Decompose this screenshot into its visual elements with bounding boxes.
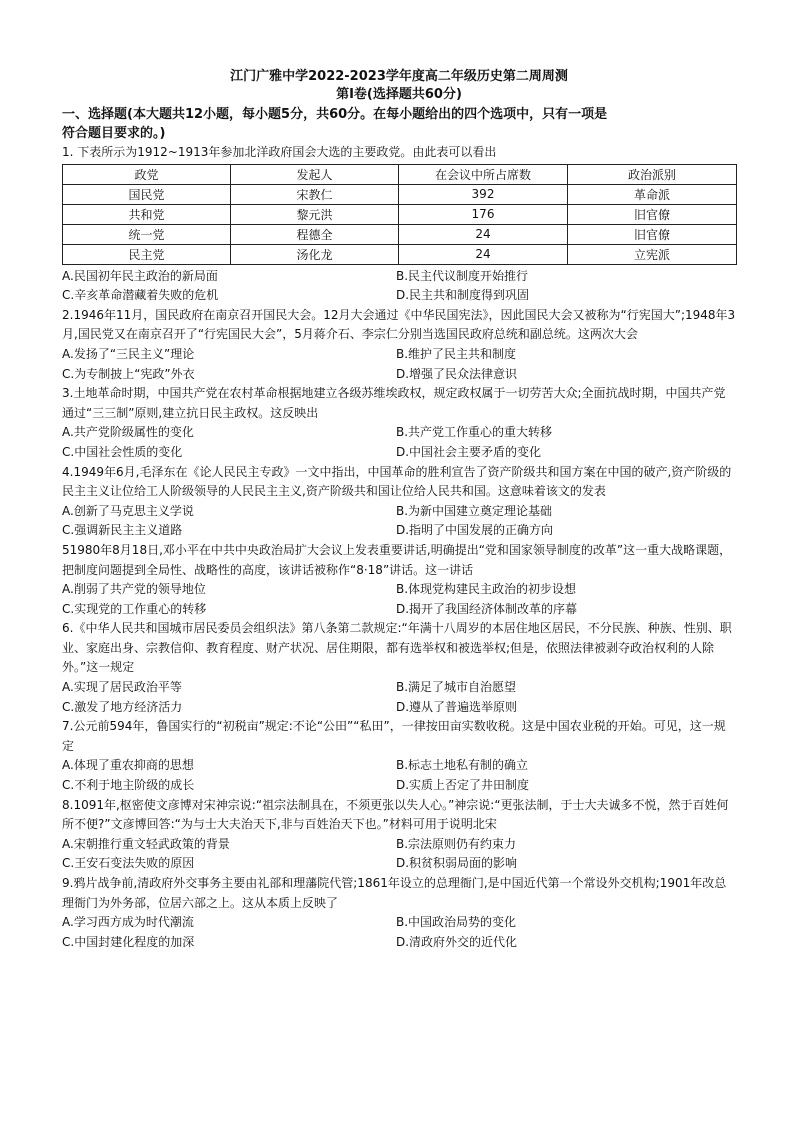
- option-b: B.宗法原则仍有约束力: [396, 836, 517, 851]
- option-c: C.激发了地方经济活力: [62, 699, 183, 714]
- table-cell: 392: [399, 184, 568, 204]
- section-instructions: [62, 105, 736, 143]
- answer-options: [62, 835, 736, 874]
- table-cell: 24: [399, 224, 568, 244]
- option-c: C.不利于地主阶级的成长: [62, 778, 195, 793]
- table-cell: 立宪派: [568, 244, 737, 264]
- question-stem: 2.1946年11月，国民政府在南京召开国民大会。12月大会通过《中华民国宪法》，因此国民大会又被称为“行宪国大”;1948年3月,国民党又在南京召开了“行宪国民大会”，5月蒋介石、李宗仁分别当选国民政府总统和副总统。这两次大会: [62, 307, 736, 342]
- question-stem: 8.1091年,枢密使文彦博对宋神宗说:“祖宗法制具在，不须更张以失人心。”神宗说:“更张法制，于士大夫诚多不悦，然于百姓何所不便?”文彦博回答:“为与士大夫治天下,非与百姓治天下也。”材料可用于说明北宋: [62, 797, 729, 832]
- table-header-cell: 在会议中所占席数: [399, 164, 568, 184]
- parties-table: [62, 164, 737, 265]
- question-stem: 51980年8月18日,邓小平在中共中央政治局扩大会议上发表重要讲话,明确提出“党和国家领导制度的改革”这一重大战略课题，把制度问题提到全局性、战略性的高度，该讲话被称作“8·18”讲话。这一讲话: [62, 542, 732, 577]
- answer-options: [62, 580, 736, 619]
- table-cell: 176: [399, 204, 568, 224]
- option-d: D.中国社会主要矛盾的变化: [396, 444, 542, 459]
- option-d: D.清政府外交的近代化: [396, 934, 518, 949]
- option-b: B.中国政治局势的变化: [396, 915, 517, 930]
- answer-options: [62, 267, 736, 306]
- table-cell: 革命派: [568, 184, 737, 204]
- table-cell: 旧官僚: [568, 224, 737, 244]
- volume-heading: 第I卷(选择题共60分): [336, 87, 462, 102]
- table-cell: 24: [399, 244, 568, 264]
- option-a: A.学习西方成为时代潮流: [62, 915, 194, 930]
- option-b: B.满足了城市自治愿望: [396, 680, 517, 695]
- table-header-row: [63, 164, 737, 184]
- table-row: [63, 224, 737, 244]
- answer-options: [62, 423, 736, 462]
- answer-options: [62, 678, 736, 717]
- table-cell: 程德全: [231, 224, 399, 244]
- option-d: D.增强了民众法律意识: [396, 366, 518, 381]
- answer-options: [62, 345, 736, 384]
- option-b: B.标志土地私有制的确立: [396, 758, 529, 773]
- option-d: D.揭开了我国经济体制改革的序幕: [396, 601, 578, 616]
- table-cell: 汤化龙: [231, 244, 399, 264]
- answer-options: [62, 502, 736, 541]
- option-a: A.发扬了“三民主义”理论: [62, 346, 195, 361]
- table-cell: 黎元洪: [231, 204, 399, 224]
- option-b: B.为新中国建立奠定理论基础: [396, 503, 553, 518]
- table-row: [63, 184, 737, 204]
- answer-options: [62, 756, 736, 795]
- table-row: [63, 204, 737, 224]
- exam-page: [62, 68, 736, 952]
- option-d: D.实质上否定了井田制度: [396, 778, 530, 793]
- option-a: A.宋朝推行重文轻武政策的背景: [62, 836, 230, 851]
- option-a: A.民国初年民主政治的新局面: [62, 268, 218, 283]
- table-header-cell: 政党: [63, 164, 231, 184]
- option-c: C.辛亥革命潜藏着失败的危机: [62, 288, 219, 303]
- table-header-cell: 政治派别: [568, 164, 737, 184]
- answer-options: [62, 913, 736, 952]
- option-a: A.实现了居民政治平等: [62, 680, 182, 695]
- option-c: C.中国社会性质的变化: [62, 444, 183, 459]
- option-d: D.指明了中国发展的正确方向: [396, 523, 554, 538]
- option-c: C.为专制披上“宪政”外衣: [62, 366, 195, 381]
- option-a: A.削弱了共产党的领导地位: [62, 582, 206, 597]
- question-stem: 9.鸦片战争前,清政府外交事务主要由礼部和理藩院代管;1861年设立的总理衙门,是中国近代第一个常设外交机构;1901年改总理衙门为外务部，位居六部之上。这从本质上反映了: [62, 876, 727, 910]
- question-stem: 3.土地革命时期，中国共产党在农村革命根据地建立各级苏维埃政权，规定政权属于一切劳苦大众;全面抗战时期，中国共产党通过“三三制”原则,建立抗日民主政权。这反映出: [62, 386, 726, 420]
- section-line-2: 符合题目要求的。): [62, 126, 166, 141]
- table-header-cell: 发起人: [231, 164, 399, 184]
- question-stem: 6.《中华人民共和国城市居民委员会组织法》第八条第二款规定:“年满十八周岁的本居住地区居民，不分民族、种族、性别、职业、家庭出身、宗教信仰、教育程度、财产状况、居住期限，都有选举权和被选举权;但是，依照法律被剥夺政治权利的人除外。”这一规定: [62, 621, 732, 675]
- table-cell: 宋教仁: [231, 184, 399, 204]
- option-c: C.强调新民主主义道路: [62, 523, 183, 538]
- table-cell: 统一党: [63, 224, 231, 244]
- option-b: B.民主代议制度开始推行: [396, 268, 529, 283]
- option-b: B.维护了民主共和制度: [396, 346, 517, 361]
- table-cell: 共和党: [63, 204, 231, 224]
- table-cell: 旧官僚: [568, 204, 737, 224]
- section-line-1: 一、选择题(本大题共12小题，每小题5分，共60分。在每小题给出的四个选项中，只有一项是: [62, 107, 608, 122]
- question-stem: 1. 下表所示为1912~1913年参加北洋政府国会大选的主要政党。由此表可以看出: [62, 145, 497, 159]
- table-cell: 民主党: [63, 244, 231, 264]
- table-cell: 国民党: [63, 184, 231, 204]
- option-d: D.遵从了普遍选举原则: [396, 699, 518, 714]
- option-b: B.共产党工作重心的重大转移: [396, 425, 553, 440]
- option-a: A.体现了重农抑商的思想: [62, 758, 194, 773]
- option-c: C.中国封建化程度的加深: [62, 934, 195, 949]
- option-b: B.体现党构建民主政治的初步设想: [396, 582, 577, 597]
- table-row: [63, 244, 737, 264]
- question-stem: 7.公元前594年，鲁国实行的“初税亩”规定:不论“公田”“私田”，一律按田亩实数收税。这是中国农业税的开始。可见，这一规定: [62, 719, 726, 753]
- option-d: D.民主共和制度得到巩固: [396, 288, 530, 303]
- exam-title: 江门广雅中学2022-2023学年度高二年级历史第二周周测: [230, 69, 568, 84]
- option-a: A.共产党阶级属性的变化: [62, 425, 194, 440]
- option-c: C.实现党的工作重心的转移: [62, 601, 207, 616]
- option-d: D.积贫积弱局面的影响: [396, 856, 518, 871]
- question-stem: 4.1949年6月,毛泽东在《论人民民主专政》一文中指出，中国革命的胜利宣告了资产阶级共和国方案在中国的破产,资产阶级的民主主义让位给工人阶级领导的人民民主主义,资产阶级共和国让位给人民共和国。这意味着该文的发表: [62, 464, 732, 499]
- option-c: C.王安石变法失败的原因: [62, 856, 195, 871]
- option-a: A.创新了马克思主义学说: [62, 503, 194, 518]
